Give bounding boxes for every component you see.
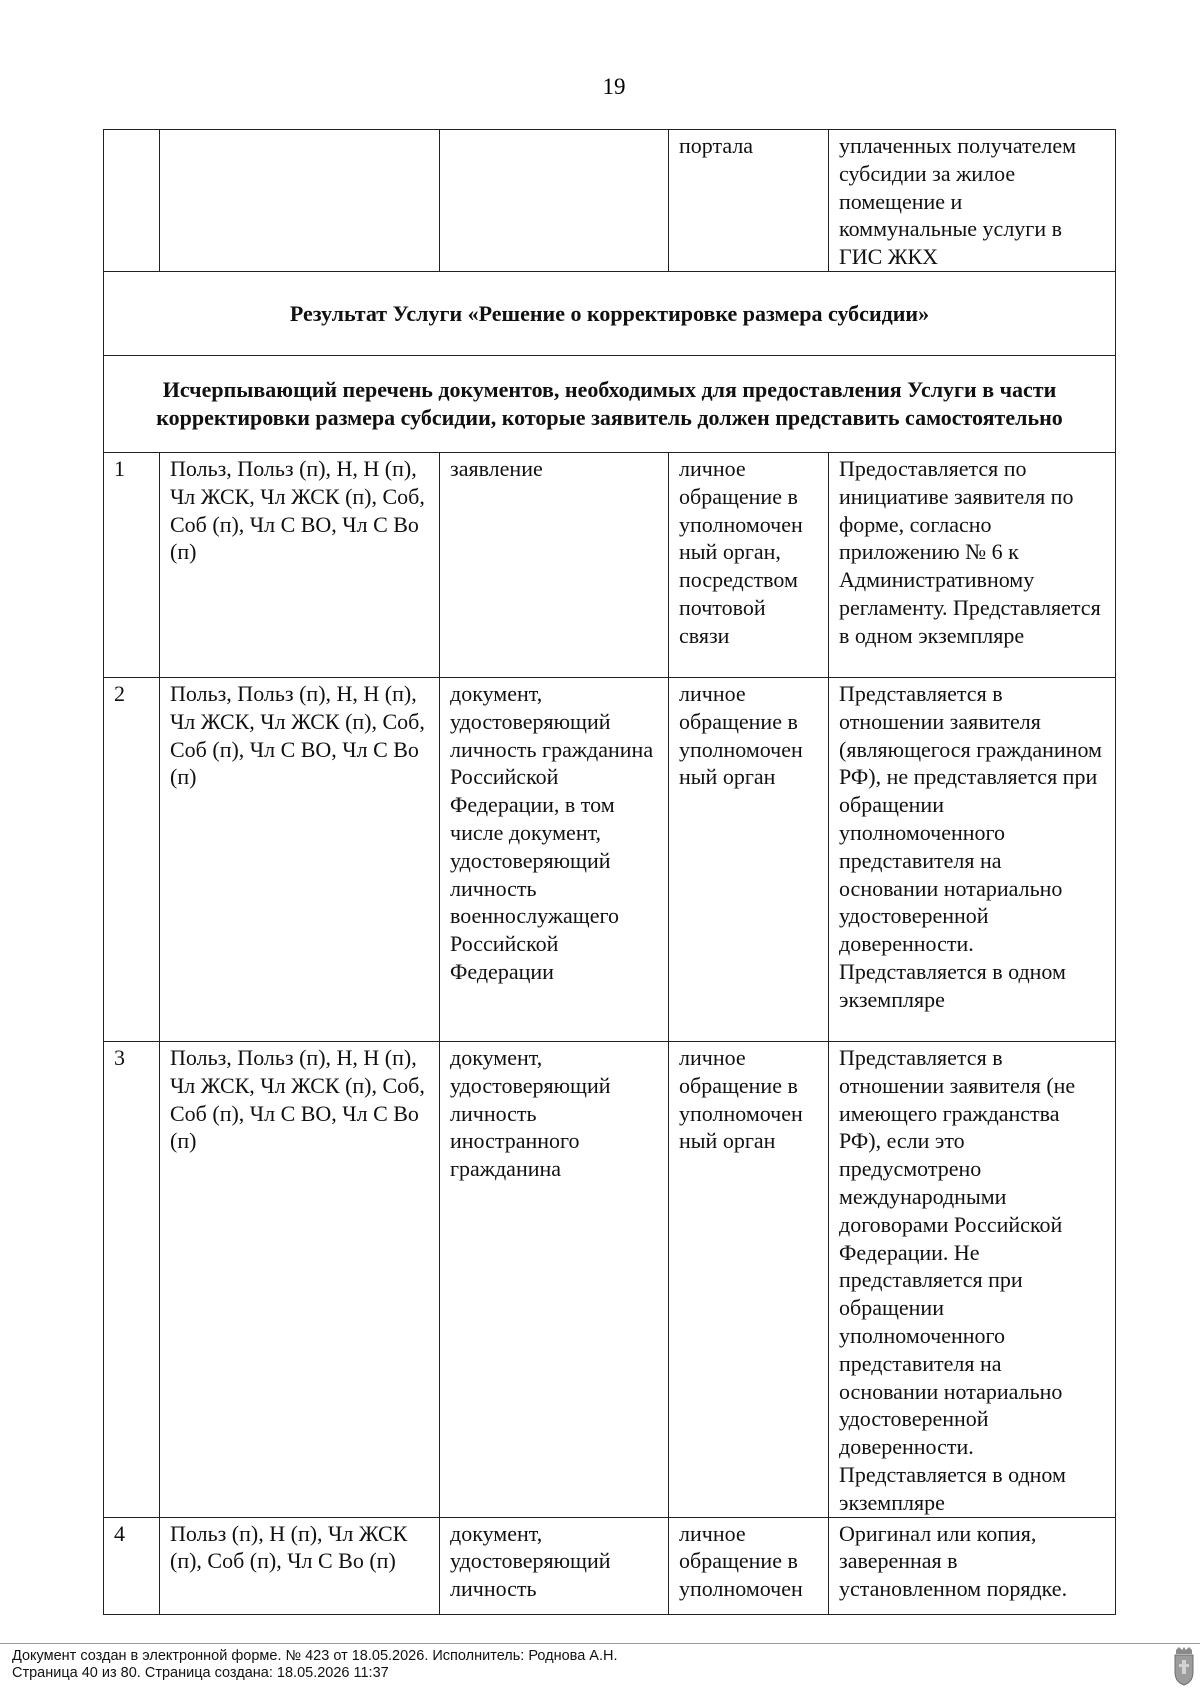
cell-note: уплаченных получателем субсидии за жилое помещение и коммунальные услуги в ГИС ЖКХ: [829, 130, 1116, 272]
cell-note: Предоставляется по инициативе заявителя по форме, согласно приложению № 6 к Административному регламенту. Представляется в одном экземпляре: [829, 452, 1116, 677]
cell-document: документ, удостоверяющий личность: [440, 1517, 669, 1614]
cell-method: личное обращение в уполномочен: [669, 1517, 829, 1614]
cell-note: Представляется в отношении заявителя (не имеющего гражданства РФ), если это предусмотрено международными договорами Российской Федерации. Не представляется при обращении уполномоченного представителя на основании нотариально удостоверенной доверенности. Представляется в одном экземпляре: [829, 1041, 1116, 1517]
cell-num: 1: [104, 452, 160, 677]
documents-table: [103, 129, 1116, 1615]
result-heading: Результат Услуги «Решение о корректировке размера субсидии»: [104, 271, 1116, 355]
footer-line-2: Страница 40 из 80. Страница создана: 18.05.2026 11:37: [12, 1665, 389, 1681]
cell-num: [104, 130, 160, 272]
table-row: [104, 1041, 1116, 1517]
table-row: [104, 452, 1116, 677]
section-row: [104, 271, 1116, 355]
cell-method: портала: [669, 130, 829, 272]
page-number: 19: [602, 74, 626, 99]
cell-applicants: Польз (п), Н (п), Чл ЖСК (п), Соб (п), Чл С Во (п): [160, 1517, 440, 1614]
cell-applicants: Польз, Польз (п), Н, Н (п), Чл ЖСК, Чл ЖСК (п), Соб, Соб (п), Чл С ВО, Чл С Во (п): [160, 677, 440, 1041]
cell-document: документ, удостоверяющий личность гражданина Российской Федерации, в том числе документ, удостоверяющий личность военнослужащего Российской Федерации: [440, 677, 669, 1041]
cell-num: 2: [104, 677, 160, 1041]
cell-method: личное обращение в уполномочен ный орган, посредством почтовой связи: [669, 452, 829, 677]
coat-of-arms-icon: [1173, 1646, 1195, 1686]
cell-applicants: Польз, Польз (п), Н, Н (п), Чл ЖСК, Чл ЖСК (п), Соб, Соб (п), Чл С ВО, Чл С Во (п): [160, 1041, 440, 1517]
cell-applicants: [160, 130, 440, 272]
list-heading: Исчерпывающий перечень документов, необходимых для предоставления Услуги в части корректировки размера субсидии, которые заявитель должен представить самостоятельно: [104, 355, 1116, 452]
cell-document: заявление: [440, 452, 669, 677]
table-row: [104, 1517, 1116, 1614]
cell-note: Оригинал или копия, заверенная в установленном порядке.: [829, 1517, 1116, 1614]
footer-divider: [0, 1643, 1200, 1644]
cell-num: 3: [104, 1041, 160, 1517]
footer: [12, 1648, 618, 1682]
section-row: [104, 355, 1116, 452]
footer-line-1: Документ создан в электронной форме. № 423 от 18.05.2026. Исполнитель: Роднова А.Н.: [12, 1648, 618, 1664]
cell-document: документ, удостоверяющий личность иностранного гражданина: [440, 1041, 669, 1517]
cell-note: Представляется в отношении заявителя (являющегося гражданином РФ), не представляется при обращении уполномоченного представителя на основании нотариально удостоверенной доверенности. Представляется в одном экземпляре: [829, 677, 1116, 1041]
cell-applicants: Польз, Польз (п), Н, Н (п), Чл ЖСК, Чл ЖСК (п), Соб, Соб (п), Чл С ВО, Чл С Во (п): [160, 452, 440, 677]
cell-document: [440, 130, 669, 272]
cell-method: личное обращение в уполномочен ный орган: [669, 677, 829, 1041]
table-row: [104, 677, 1116, 1041]
cell-num: 4: [104, 1517, 160, 1614]
cell-method: личное обращение в уполномочен ный орган: [669, 1041, 829, 1517]
table-row: [104, 130, 1116, 272]
